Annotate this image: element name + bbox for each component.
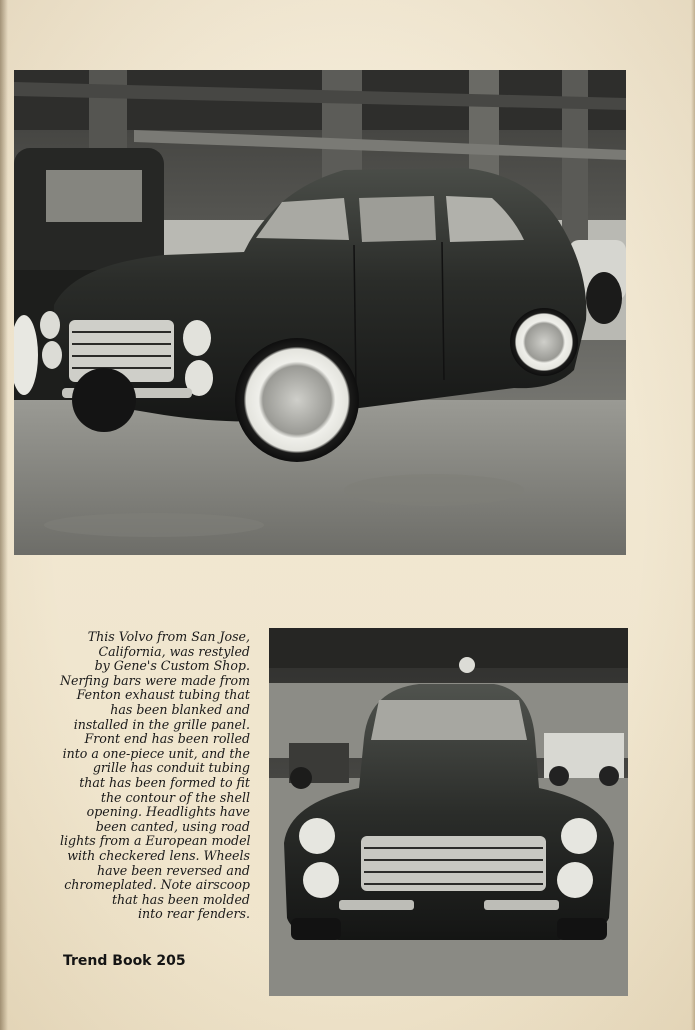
page-folio: Trend Book 205: [63, 953, 186, 969]
caption-line: lights from a European model: [60, 833, 251, 849]
caption-line: by Gene's Custom Shop.: [94, 658, 250, 674]
binding-shadow: [0, 0, 8, 1030]
caption-line: that has been molded: [111, 891, 250, 907]
caption-line: grille has conduit tubing: [92, 760, 250, 776]
caption-line: been canted, using road: [95, 818, 250, 834]
caption-line: the contour of the shell: [100, 789, 250, 805]
caption-line: has been blanked and: [110, 701, 250, 717]
caption-line: that has been formed to fit: [79, 774, 250, 790]
caption-line: Nerfing bars were made from: [60, 672, 251, 688]
caption-line: into a one-piece unit, and the: [62, 745, 250, 761]
caption-line: opening. Headlights have: [86, 804, 250, 820]
caption-line: with checkered lens. Wheels: [67, 847, 250, 863]
caption-line: into rear fenders.: [137, 906, 250, 922]
photo-bottom-image: [269, 628, 628, 996]
caption-line: chromeplated. Note airscoop: [64, 877, 250, 893]
caption-line: California, was restyled: [98, 643, 250, 659]
caption-line: This Volvo from San Jose,: [87, 629, 250, 644]
page-edge: [691, 0, 695, 1030]
caption-line: Fenton exhaust tubing that: [76, 687, 250, 703]
caption-line: installed in the grille panel.: [73, 716, 250, 732]
photo-top: [14, 70, 626, 555]
photo-bottom: [269, 628, 628, 996]
photo-caption: [60, 630, 250, 922]
photo-top-image: [14, 70, 626, 555]
caption-line: have been reversed and: [97, 862, 250, 878]
caption-line: Front end has been rolled: [84, 731, 250, 747]
